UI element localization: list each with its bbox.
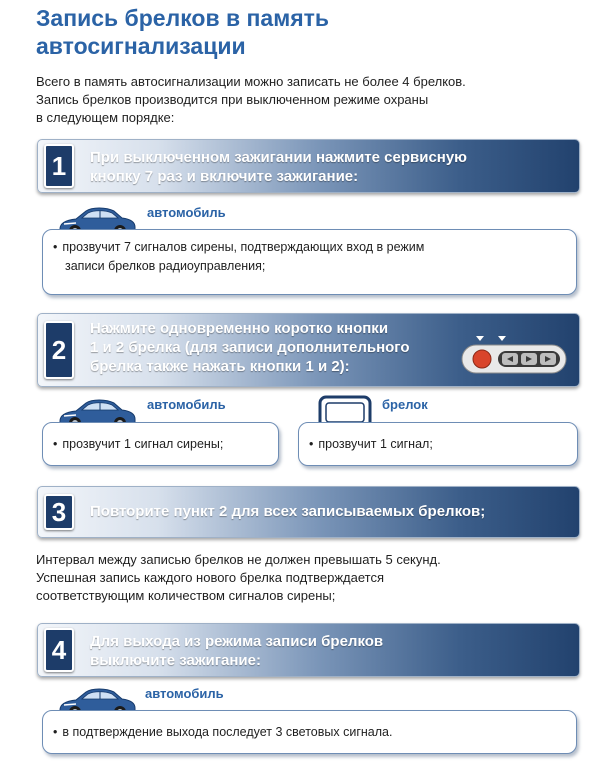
result-text: прозвучит 1 сигнал; xyxy=(318,437,433,451)
step-2-car-result xyxy=(42,422,279,466)
step-1-number: 1 xyxy=(44,144,74,188)
step-3-banner xyxy=(37,486,580,538)
result-line-1 xyxy=(53,238,568,257)
title-line-1: Запись брелков в память xyxy=(36,5,330,31)
car-label: автомобиль xyxy=(145,686,224,701)
step-2-line-1: Нажмите одновременно коротко кнопки xyxy=(90,320,389,337)
car-label: автомобиль xyxy=(147,397,226,412)
step-1-car-result xyxy=(42,229,577,295)
step-1-line-1: При выключенном зажигании нажмите сервисную xyxy=(90,149,467,166)
step-3-line-1: Повторите пункт 2 для всех записываемых брелков; xyxy=(90,503,486,520)
step-2-banner xyxy=(37,313,580,387)
result-text: прозвучит 7 сигналов сирены, подтверждающих вход в режим xyxy=(62,240,425,254)
intro-paragraph xyxy=(36,73,581,127)
interval-line-2: Успешная запись каждого нового брелка подтверждается xyxy=(36,570,385,585)
bullet: • xyxy=(53,437,58,451)
result-text: в подтверждение выхода последует 3 световых сигнала. xyxy=(62,725,393,739)
interval-line-3: соответствующим количеством сигналов сирены; xyxy=(36,588,336,603)
step-4-banner xyxy=(37,623,580,677)
step-4-text xyxy=(90,632,383,670)
title-line-2: автосигнализации xyxy=(36,33,246,59)
bullet: • xyxy=(53,240,58,254)
step-2-line-3: брелка также нажать кнопки 1 и 2): xyxy=(90,358,350,375)
step-1-banner xyxy=(37,139,580,193)
intro-line-2: Запись брелков производится при выключенном режиме охраны xyxy=(36,92,429,107)
step-2-text xyxy=(90,319,450,376)
step-3-text xyxy=(90,502,485,521)
step-2-number: 2 xyxy=(44,321,74,379)
result-line-2: записи брелков радиоуправления; xyxy=(65,259,266,273)
step-2-line-2: 1 и 2 брелка (для записи дополнительного xyxy=(90,339,410,356)
intro-line-3: в следующем порядке: xyxy=(36,110,175,125)
interval-line-1: Интервал между записью брелков не должен превышать 5 секунд. xyxy=(36,552,441,567)
intro-line-1: Всего в память автосигнализации можно записать не более 4 брелков. xyxy=(36,74,466,89)
fob-label: брелок xyxy=(382,397,428,412)
car-label: автомобиль xyxy=(147,205,226,220)
key-fob-buttons-icon xyxy=(460,332,570,376)
step-4-number: 4 xyxy=(44,628,74,672)
bullet: • xyxy=(309,437,314,451)
step-2-fob-result xyxy=(298,422,578,466)
step-3-number: 3 xyxy=(44,494,74,530)
page-title xyxy=(36,4,576,60)
bullet: • xyxy=(53,725,58,739)
step-4-car-result xyxy=(42,710,577,754)
step-1-line-2: кнопку 7 раз и включите зажигание: xyxy=(90,168,359,185)
step-4-line-1: Для выхода из режима записи брелков xyxy=(90,633,384,650)
interval-paragraph xyxy=(36,551,581,605)
result-text: прозвучит 1 сигнал сирены; xyxy=(62,437,224,451)
step-4-line-2: выключите зажигание: xyxy=(90,652,261,669)
step-1-text xyxy=(90,148,467,186)
